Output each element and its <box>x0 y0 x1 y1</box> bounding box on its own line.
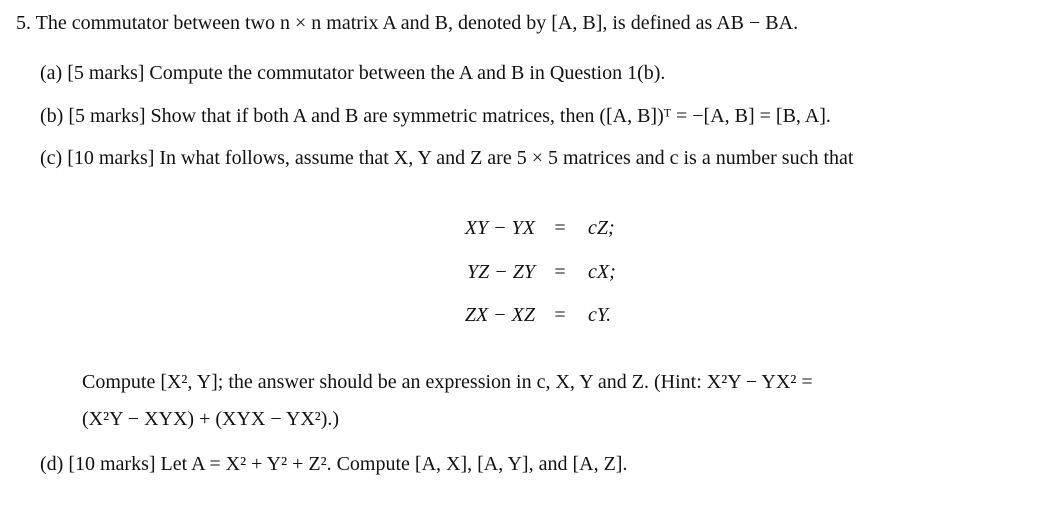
equation-lhs: YZ − ZY <box>467 261 535 283</box>
part-c-text: (c) [10 marks] In what follows, assume that X, Y and Z are 5 × 5 matrices and c is a number such that <box>40 147 854 169</box>
equation-row <box>0 259 1052 285</box>
equation-sign: = <box>554 217 566 239</box>
equation-lhs: XY − YX <box>464 217 535 239</box>
part-d-text: (d) [10 marks] Let A = X² + Y² + Z². Compute [A, X], [A, Y], and [A, Z]. <box>40 453 628 475</box>
equation-row <box>0 302 1052 328</box>
equation-rhs: cY. <box>588 304 612 326</box>
question-intro: 5. The commutator between two n × n matrix A and B, denoted by [A, B], is defined as AB − BA. <box>16 12 799 34</box>
hint-line-1: Compute [X², Y]; the answer should be an expression in c, X, Y and Z. (Hint: X²Y − YX² = <box>82 371 813 393</box>
equation-sign: = <box>554 304 566 326</box>
equation-rhs: cZ; <box>588 217 615 239</box>
equation-sign: = <box>554 261 566 283</box>
part-b-text: (b) [5 marks] Show that if both A and B are symmetric matrices, then ([A, B])ᵀ = −[A, B] = [B, A]. <box>40 105 831 127</box>
equation-rhs: cX; <box>588 261 616 283</box>
hint-line-2: (X²Y − XYX) + (XYX − YX²).) <box>82 408 340 430</box>
equation-row <box>0 215 1052 241</box>
part-a-text: (a) [5 marks] Compute the commutator between the A and B in Question 1(b). <box>40 62 666 84</box>
equation-lhs: ZX − XZ <box>464 304 535 326</box>
